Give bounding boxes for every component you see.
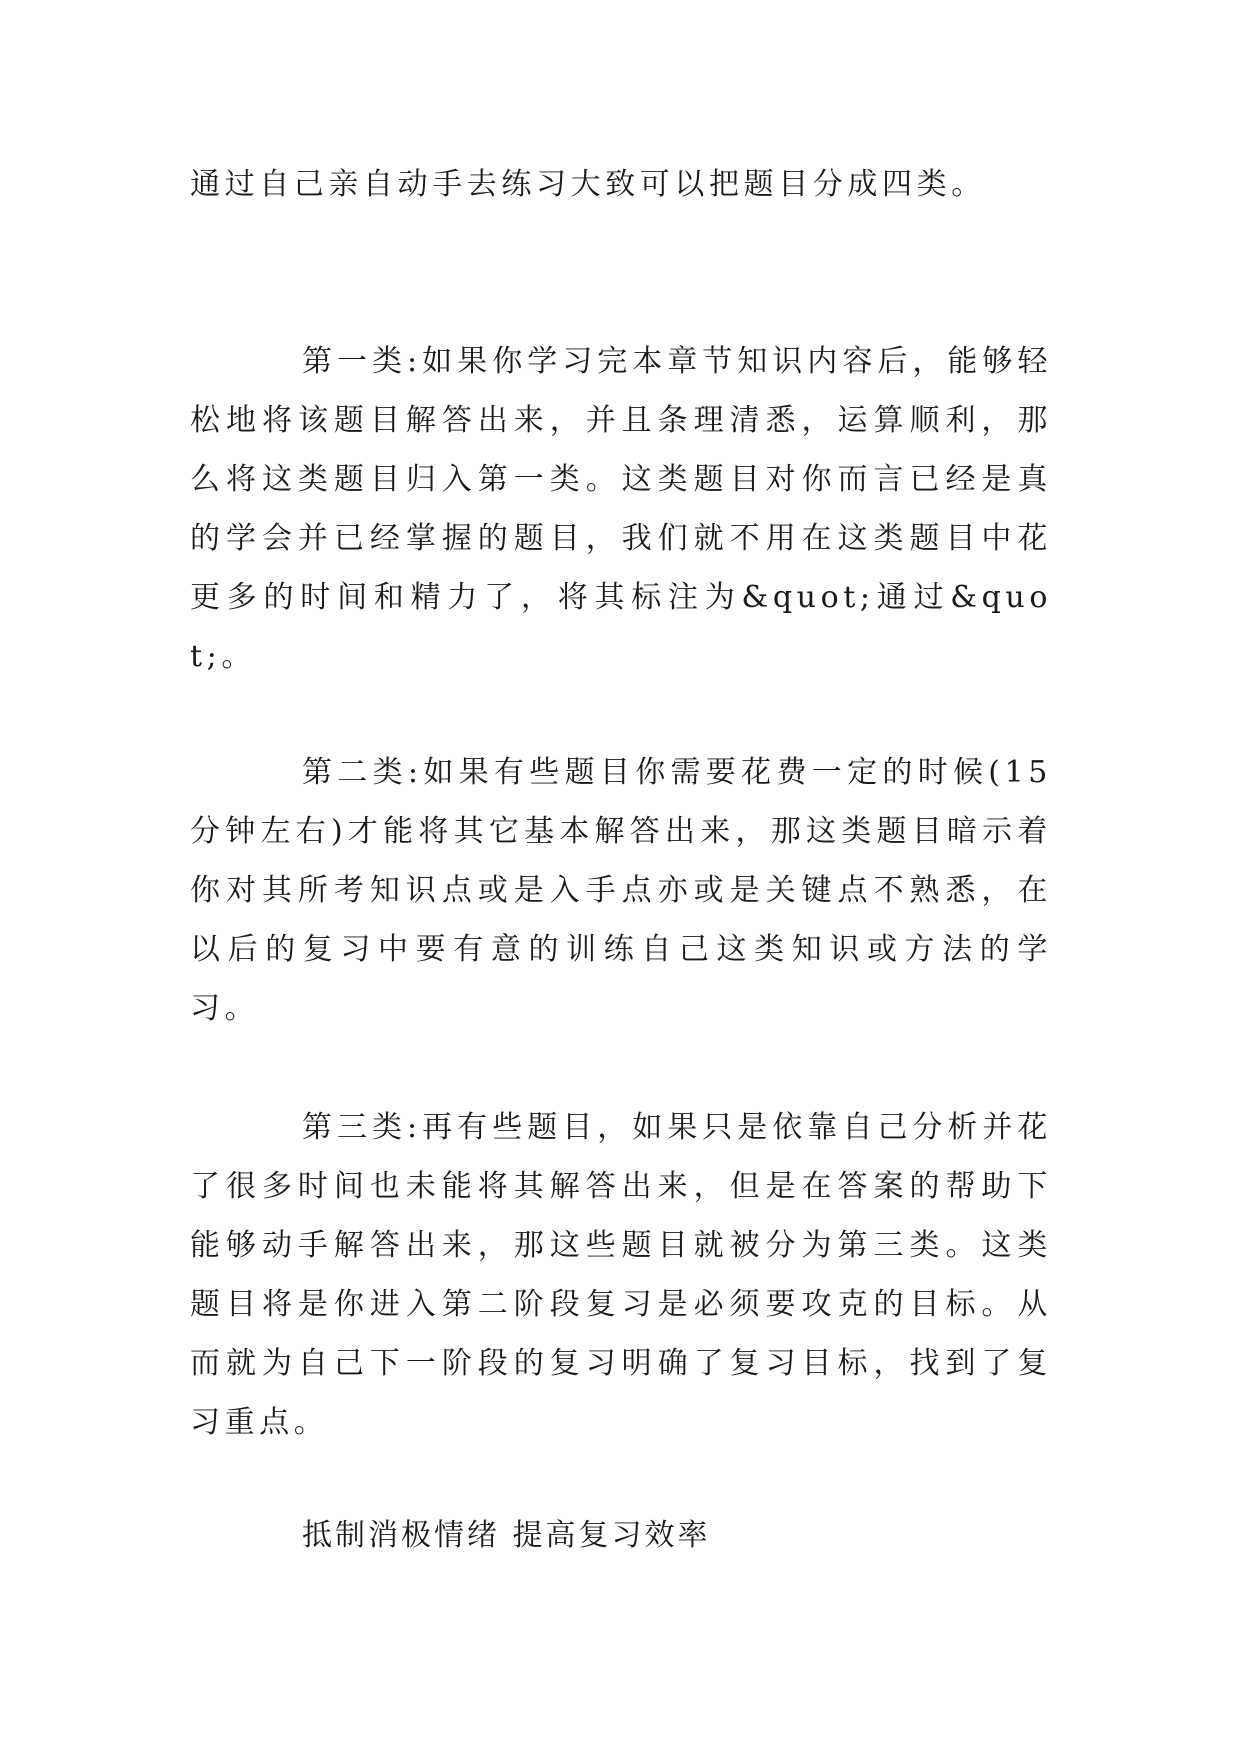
category-three-paragraph: 第三类:再有些题目，如果只是依靠自己分析并花了很多时间也未能将其解答出来，但是在答案的帮助下能够动手解答出来，那这些题目就被分为第三类。这类题目将是你进入第二阶段复习是必须要攻克的目标。从而就为自己下一阶段的复习明确了复习目标，找到了复习重点。 (190, 1110, 1052, 1440)
section-heading: 抵制消极情绪 提高复习效率 (302, 1518, 711, 1553)
category-one-paragraph: 第一类:如果你学习完本章节知识内容后，能够轻松地将该题目解答出来，并且条理清悉，运算顺利，那么将这类题目归入第一类。这类题目对你而言已经是真的学会并已经掌握的题目，我们就不用在这类题目中花更多的时间和精力了，将其标注为&quot;通过&quot;。 (190, 344, 1052, 674)
category-two-paragraph: 第二类:如果有些题目你需要花费一定的时候(15 分钟左右)才能将其它基本解答出来，那这类题目暗示着你对其所考知识点或是入手点亦或是关键点不熟悉，在以后的复习中要有意的训练自己这类知识或方法的学习。 (190, 755, 1052, 1026)
intro-paragraph: 通过自己亲自动手去练习大致可以把题目分成四类。 (190, 167, 986, 202)
